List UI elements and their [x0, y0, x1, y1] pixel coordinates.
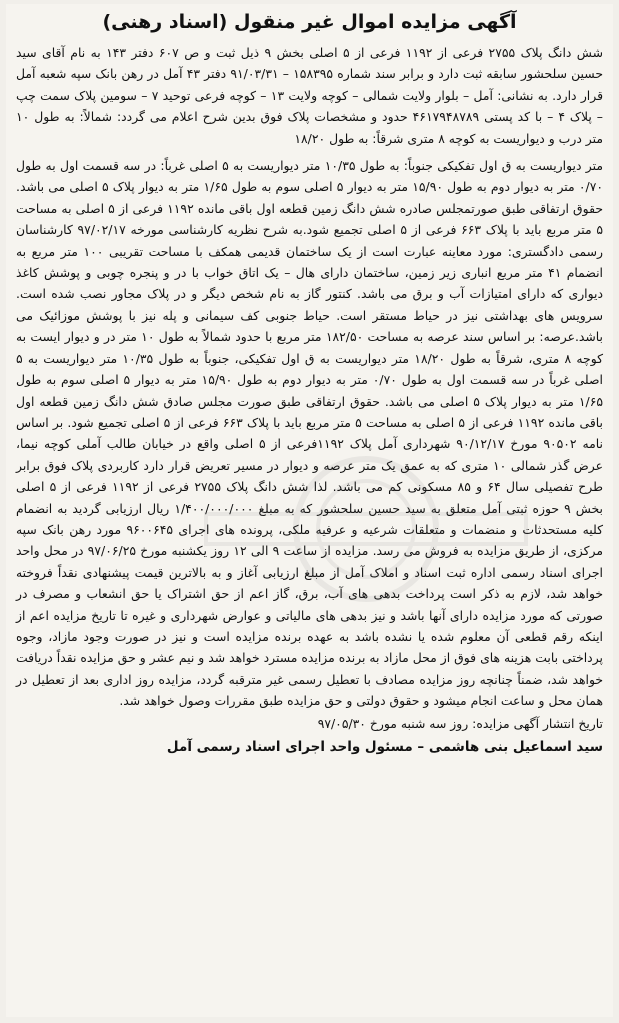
newspaper-notice: [6, 4, 613, 1017]
publication-date: تاریخ انتشار آگهی مزایده: روز سه شنبه مورخ ۹۷/۰۵/۳۰: [317, 715, 603, 731]
notice-paragraph-property: شش دانگ پلاک ۲۷۵۵ فرعی از ۱۱۹۲ فرعی از ۵ اصلی بخش ۹ ذیل ثبت و ص ۶۰۷ دفتر ۱۴۳ به نام آقای سید حسین سلحشور سابقه ثبت دارد و برابر سند شماره ۱۵۸۳۹۵ – ۹۱/۰۳/۳۱ دفتر ۴۳ آمل در رهن بانک سپه شعبه آمل قرار دارد. به نشانی: آمل – بلوار ولایت شمالی – کوچه ولایت ۱۳ – کوچه فرعی توحید ۷ – سومین پلاک سمت چپ – پلاک ۴ – با کد پستی ۴۶۱۷۹۴۸۷۸۹ حدود و مشخصات پلاک فوق بدین شرح اعلام می گردد: شمالاً: به طول ۱۰ متر درب و دیواریست به کوچه ۸ متری شرقاً: به طول ۱۸/۲۰: [16, 45, 603, 146]
notice-paragraph-details: متر دیواریست به ق اول تفکیکی جنوباً: به طول ۱۰/۳۵ متر دیواریست به ۵ اصلی غرباً: در سه قسمت اول به طول ۰/۷۰ متر به دیوار دوم به طول ۱۵/۹۰ متر به دیوار ۵ اصلی سوم به طول ۱/۶۵ متر به دیوار پلاک ۵ اصلی می باشد. حقوق ارتفاقی طبق صورتمجلس صادره شش دانگ زمین قطعه اول باقی مانده ۱۱۹۲ فرعی از ۵ اصلی به مساحت ۵ متر مربع باید با پلاک ۶۶۳ فرعی از ۵ اصلی تجمیع شود.به شرح نظریه کارشناسی مورخه ۹۷/۰۲/۱۷ کارشناسان رسمی دادگستری: مورد معاینه عبارت است از یک ساختمان قدیمی همکف با مساحت تقریبی ۱۰۰ متر مربع به انضمام ۴۱ متر مربع انباری زیر زمین، ساختمان دارای هال – یک اتاق خواب با در و پنجره چوبی و پوشش کاغذ دیواری که دارای امتیازات آب و برق می باشد. کنتور گاز به نام شخص دیگر و در پلاک مجاور نصب شده است. سرویس های بهداشتی نیز در حیاط مستقر است. حیاط جنوبی کف سیمانی و پله نیز با پوشش موزائیک می باشد.عرصه: بر اساس سند عرصه به مساحت ۱۸۲/۵۰ متر مربع با حدود شمالاً به طول ۱۰ متر در و دیوار ایست به کوچه ۸ متری، شرقاً به طول ۱۸/۲۰ متر دیواریست به ق اول تفکیکی، جنوباً به طول ۱۰/۳۵ متر دیواریست به ۵ اصلی غرباً در سه قسمت اول به طول ۰/۷۰ متر به دیوار دوم به طول ۱۵/۹۰ متر به دیوار ۵ اصلی سوم به طول ۱/۶۵ متر به دیوار پلاک ۵ اصلی می باشد. حقوق ارتفاقی طبق صورت مجلس صادق شش دانگ زمین قطعه اول باقی مانده ۱۱۹۲ فرعی از ۵ اصلی به مساحت ۵ متر مربع باید با پلاک ۶۶۳ فرعی از ۵ اصلی تجمیع شود. بر اساس نامه ۹۰۵۰۲ مورخ ۹۰/۱۲/۱۷ شهرداری آمل پلاک ۱۱۹۲فرعی از ۵ اصلی واقع در خیابان طالب آملی کوچه نیما، عرض گذر شمالی ۱۰ متری که به عمق یک متر عرصه و دیوار در مسیر تعریض قرار دارد کاربردی پلاک فوق برابر طرح تفصیلی سال ۶۴ و ۸۵ مسکونی کم می باشد. لذا شش دانگ پلاک ۲۷۵۵ فرعی از ۱۱۹۲ فرعی از ۵ اصلی بخش ۹ حوزه ثبتی آمل متعلق به سید حسین سلحشور که به مبلغ ۱/۴۰۰/۰۰۰/۰۰۰ ریال ارزیابی گردید به انضمام کلیه مستحدثات و منضمات و متعلقات شرعیه و عرفیه ملکی، پرونده های اجرای ۹۶۰۰۶۴۵ مورد رهن بانک سپه مرکزی، از طریق مزایده به فروش می رسد. مزایده از ساعت ۹ الی ۱۲ روز یکشنبه مورخ ۹۷/۰۶/۲۵ در محل واحد اجرای اسناد رسمی اداره ثبت اسناد و املاک آمل از مبلغ ارزیابی آغاز و به بالاترین قیمت پیشنهادی نقداً فروخته خواهد شد، لازم به ذکر است پرداخت بدهی های آب، برق، گاز اعم از حق اشتراک یا حق انشعاب و مصرف در صورتی که مورد مزایده دارای آنها باشد و نیز بدهی های مالیاتی و عوارض شهرداری و غیره تا تاریخ مزایده اعم از اینکه رقم قطعی آن معلوم شده یا نشده باشد به عهده برنده مزایده است و نیز در صورت وجود مازاد، وجوه پرداختی بابت هزینه های فوق از محل مازاد به برنده مزایده مسترد خواهد شد و نیم عشر و حق مزایده نقداً دریافت خواهد شد، ضمناً چنانچه روز مزایده مصادف با تعطیل رسمی غیر مترقبه گردد، مزایده روز اداری بعد از تعطیل در همان محل و ساعت انجام میشود و حقوق دولتی و حق مزایده طبق مقررات وصول خواهد شد.: [16, 158, 604, 709]
official-signature: سید اسماعیل بنی هاشمی – مسئول واحد اجرای اسناد رسمی آمل: [166, 738, 603, 755]
notice-title: آگهی مزایده اموال غیر منقول (اسناد رهنی): [102, 11, 517, 33]
